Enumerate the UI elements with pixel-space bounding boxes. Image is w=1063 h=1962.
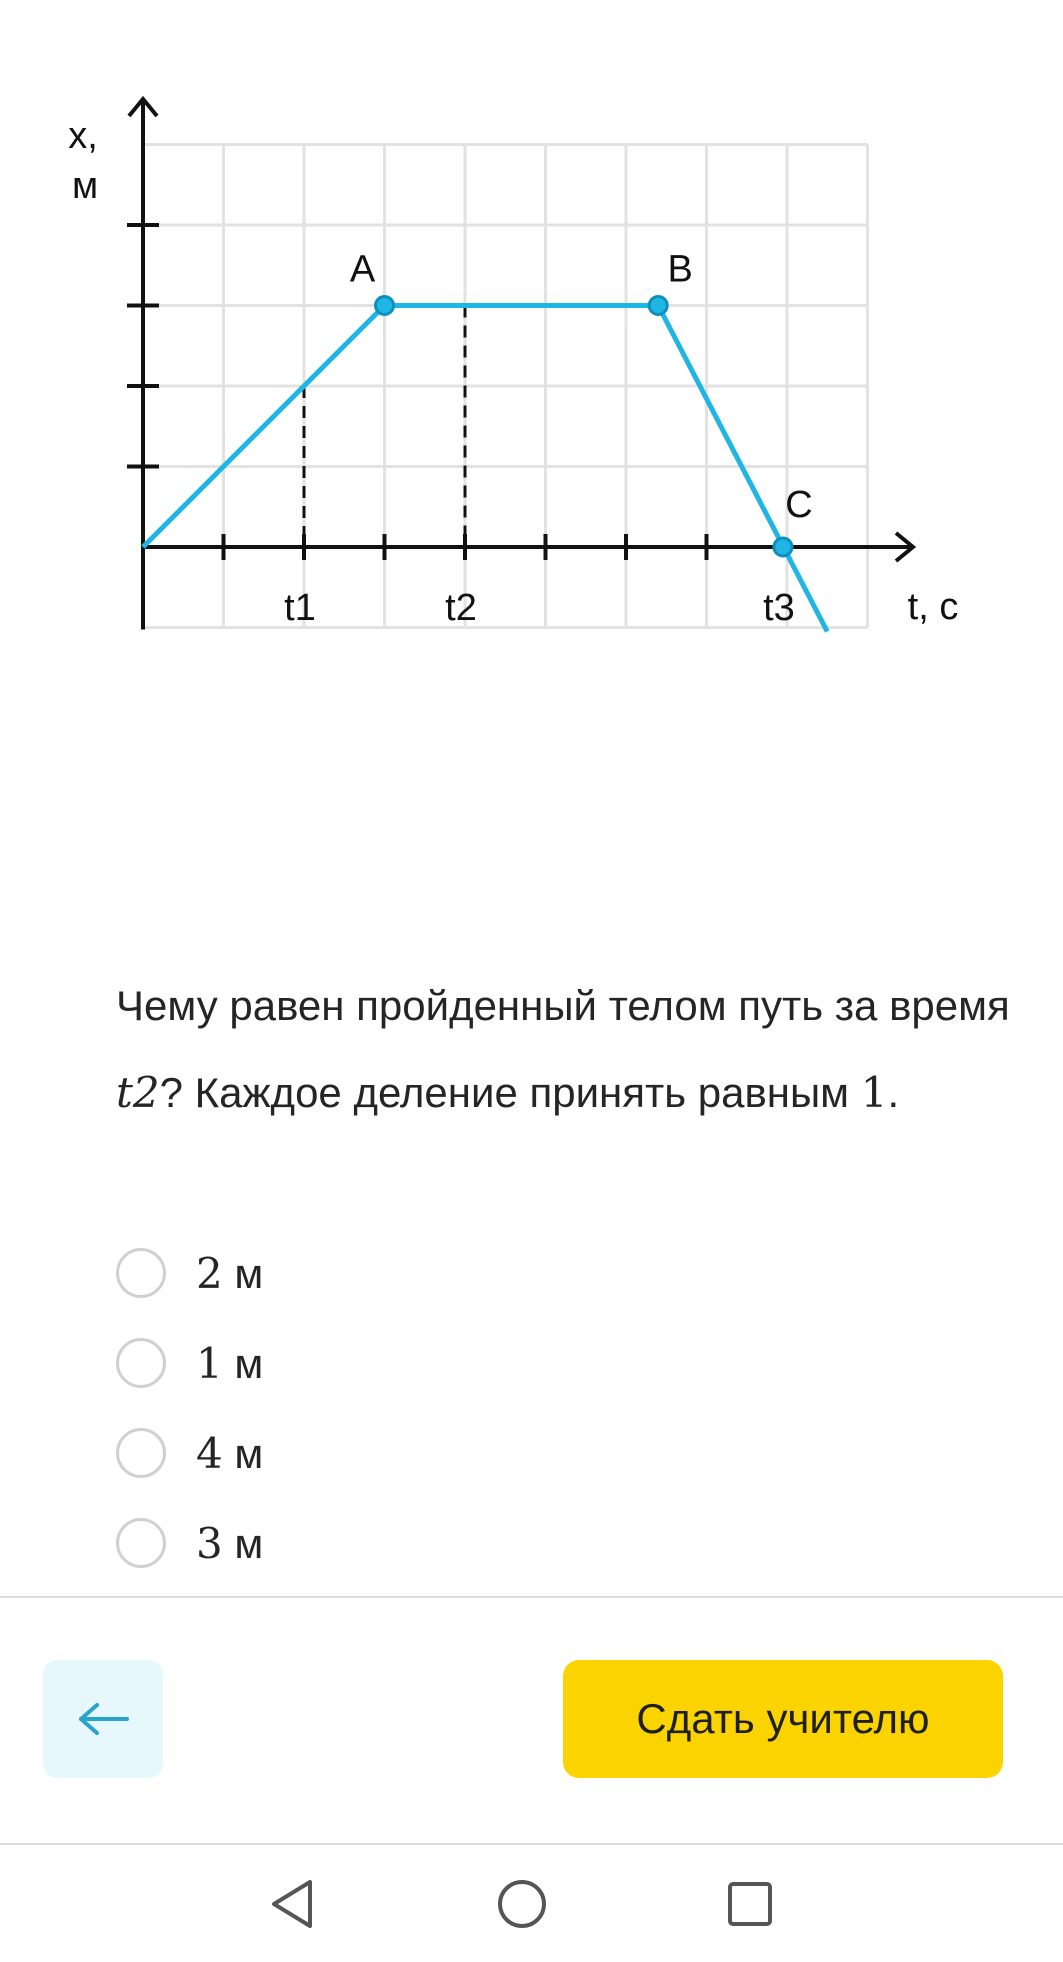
y-axis-label: x, — [68, 115, 98, 157]
recents-square-icon[interactable] — [720, 1874, 780, 1934]
home-circle-icon[interactable] — [492, 1874, 552, 1934]
y-axis-unit: м — [71, 165, 99, 207]
x-axis-label: t, с — [907, 586, 959, 628]
footer-divider — [0, 1596, 1063, 1598]
option-4m[interactable] — [116, 1408, 263, 1498]
point-label-A: A — [349, 248, 376, 291]
option-label: 4 м — [196, 1428, 264, 1478]
option-2m[interactable] — [116, 1228, 263, 1318]
navbar-divider — [0, 1843, 1063, 1845]
radio-button[interactable] — [116, 1428, 166, 1478]
system-navigation-bar — [0, 1846, 1063, 1962]
option-label: 3 м — [196, 1518, 264, 1568]
point-label-C: C — [785, 484, 813, 526]
option-label: 1 м — [196, 1338, 264, 1388]
position-time-graph — [0, 0, 1063, 680]
point-A — [376, 297, 394, 315]
variable-t2: t2 — [116, 1068, 160, 1117]
division-value: 1 — [860, 1068, 888, 1117]
position-line — [143, 306, 827, 632]
option-label: 2 м — [196, 1248, 264, 1298]
submit-to-teacher-button[interactable]: Сдать учителю — [563, 1660, 1003, 1778]
radio-button[interactable] — [116, 1248, 166, 1298]
back-triangle-icon[interactable] — [262, 1874, 322, 1934]
time-mark-label-t1: t1 — [284, 587, 316, 629]
point-B — [649, 297, 667, 315]
question-text: Чему равен пройденный телом путь за время t2? Каждое деление принять равным 1. — [116, 982, 1010, 1117]
arrow-left-icon — [73, 1699, 133, 1739]
radio-button[interactable] — [116, 1518, 166, 1568]
answer-options — [116, 1228, 263, 1588]
option-1m[interactable] — [116, 1318, 263, 1408]
time-mark-label-t2: t2 — [445, 587, 477, 629]
back-button[interactable] — [43, 1660, 163, 1778]
point-label-B: B — [667, 248, 693, 291]
option-3m[interactable] — [116, 1498, 263, 1588]
radio-button[interactable] — [116, 1338, 166, 1388]
time-mark-label-t3: t3 — [763, 587, 795, 629]
point-C — [774, 538, 792, 556]
